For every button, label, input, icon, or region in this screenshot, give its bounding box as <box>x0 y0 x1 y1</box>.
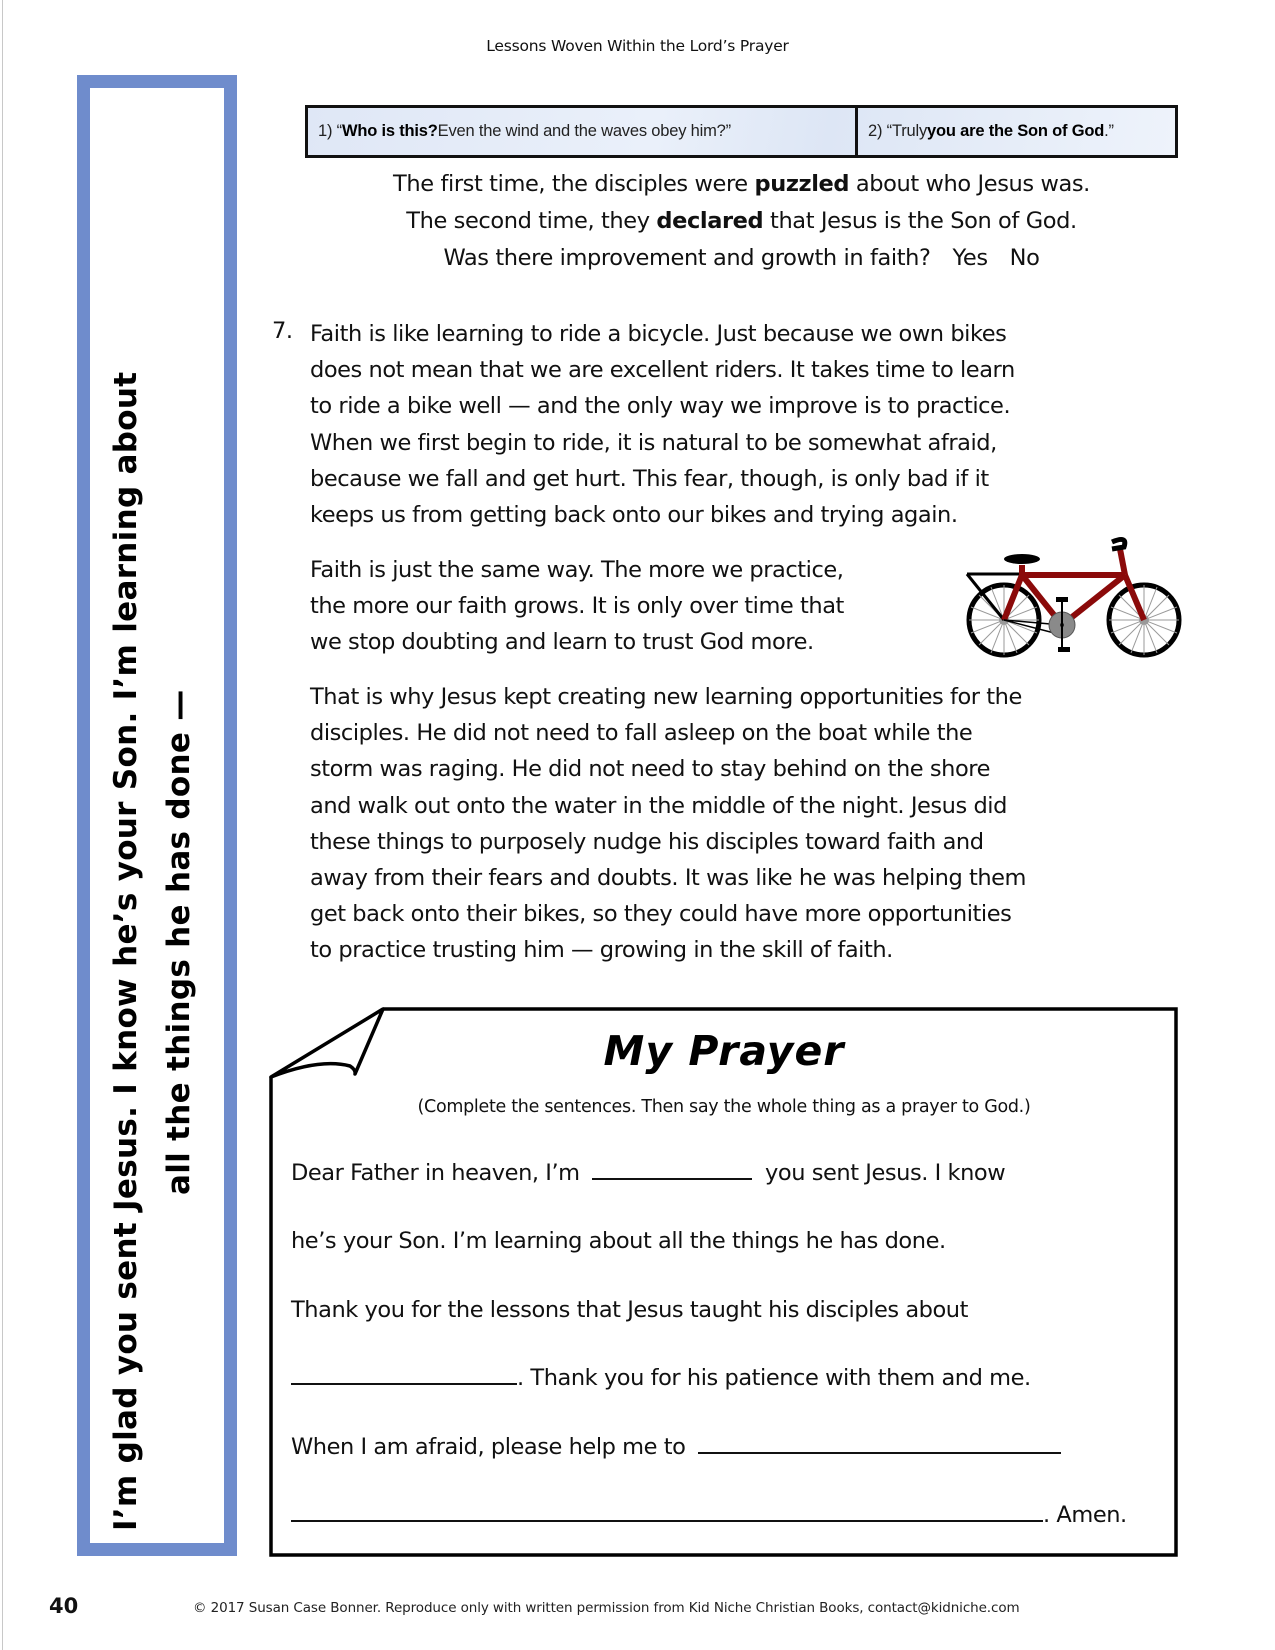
p3-line: storm was raging. He did not need to stay behind on the shore <box>310 756 991 783</box>
p3-line: away from their fears and doubts. It was like he was helping them <box>310 865 1027 892</box>
bicycle-icon <box>962 527 1186 667</box>
item7-paragraph-2 <box>310 552 844 661</box>
p1-line: because we fall and get hurt. This fear, though, is only bad if it <box>310 465 989 492</box>
sidebar-line-1: I’m glad you sent Jesus. I know he’s your Son. I’m learning about <box>108 371 144 1531</box>
answer-yes[interactable]: Yes <box>952 245 988 271</box>
comparison-declared: declared <box>656 208 764 234</box>
p3-line: That is why Jesus kept creating new learning opportunities for the <box>310 684 1022 710</box>
sidebar-vertical-text <box>90 88 224 1543</box>
prayer-line-6 <box>291 1502 1127 1528</box>
quote-1 <box>308 108 858 155</box>
prayer-line-1-a: Dear Father in heaven, I’m <box>291 1160 580 1186</box>
blank-continued[interactable] <box>291 1502 1043 1522</box>
quote-2-number: 2) “Truly <box>868 122 928 140</box>
prayer-title: My Prayer <box>603 1027 845 1075</box>
prayer-line-1-b: you sent Jesus. I know <box>765 1160 1006 1186</box>
p1-line: When we first begin to ride, it is natural to be somewhat afraid, <box>310 429 997 456</box>
p1-line: to ride a bike well — and the only way we improve is to practice. <box>310 393 1011 420</box>
p1-line: keeps us from getting back onto our bikes and trying again. <box>310 502 958 529</box>
comparison-line-2 <box>305 203 1178 240</box>
p3-line: disciples. He did not need to fall asleep on the boat while the <box>310 720 973 747</box>
prayer-line-5 <box>291 1434 1061 1460</box>
comparison-line-2-b: that Jesus is the Son of God. <box>763 208 1077 234</box>
p3-line: to practice trusting him — growing in the skill of faith. <box>310 937 893 964</box>
comparison-puzzled: puzzled <box>754 171 850 197</box>
item7-paragraph-3 <box>310 679 1026 969</box>
prayer-box-frame <box>262 1000 1188 1570</box>
quote-1-bold: Who is this? <box>341 122 438 140</box>
p1-line: does not mean that we are excellent riders. It takes time to learn <box>310 357 1015 384</box>
quote-2-rest: .” <box>1104 122 1114 140</box>
prayer-line-4-text: . Thank you for his patience with them and me. <box>517 1365 1031 1391</box>
blank-help-me-to[interactable] <box>698 1434 1061 1454</box>
comparison-line-1-a: The first time, the disciples were <box>393 171 755 197</box>
quote-2-bold: you are the Son of God <box>927 122 1105 140</box>
comparison-line-1 <box>305 166 1178 203</box>
quote-2 <box>858 108 1175 155</box>
question-text: Was there improvement and growth in faith? <box>443 245 931 271</box>
quote-comparison-box <box>305 105 1178 158</box>
copyright-footer: © 2017 Susan Case Bonner. Reproduce only with written permission from Kid Niche Christian Books, contact@kidniche.com <box>193 1600 1020 1616</box>
prayer-amen: . Amen. <box>1043 1502 1127 1528</box>
prayer-line-5-text: When I am afraid, please help me to <box>291 1434 686 1460</box>
sidebar-line-2: all the things he has done — <box>161 689 197 1195</box>
item7-paragraph-1 <box>310 316 1015 533</box>
p3-line: get back onto their bikes, so they could have more opportunities <box>310 901 1012 928</box>
comparison-line-1-b: about who Jesus was. <box>849 171 1090 197</box>
p2-line: we stop doubting and learn to trust God more. <box>310 629 814 656</box>
handlebar <box>1112 539 1125 549</box>
seat <box>1004 554 1040 564</box>
comparison-question <box>305 240 1178 277</box>
blank-feeling[interactable] <box>592 1160 752 1180</box>
comparison-line-2-a: The second time, they <box>406 208 657 234</box>
quote-1-rest: Even the wind and the waves obey him?” <box>437 122 731 140</box>
prayer-instructions: (Complete the sentences. Then say the whole thing as a prayer to God.) <box>417 1097 1031 1117</box>
prayer-line-3: Thank you for the lessons that Jesus taught his disciples about <box>291 1297 968 1323</box>
p3-line: and walk out onto the water in the middle of the night. Jesus did <box>310 792 1007 819</box>
comparison-paragraph <box>305 166 1178 277</box>
page-edge-line <box>2 0 3 1650</box>
p2-line: the more our faith grows. It is only over time that <box>310 593 844 620</box>
p3-line: these things to purposely nudge his disciples toward faith and <box>310 828 984 855</box>
prayer-line-2: he’s your Son. I’m learning about all the things he has done. <box>291 1228 946 1254</box>
page-header: Lessons Woven Within the Lord’s Prayer <box>486 37 789 55</box>
blank-lesson-topic[interactable] <box>291 1365 517 1385</box>
item-number: 7. <box>272 318 293 344</box>
quote-1-number: 1) “ <box>318 122 342 140</box>
p2-line: Faith is just the same way. The more we practice, <box>310 557 844 583</box>
page-number: 40 <box>49 1594 79 1618</box>
sidebar-frame <box>77 75 237 1556</box>
prayer-line-1 <box>291 1160 1005 1186</box>
answer-no[interactable]: No <box>1009 245 1040 271</box>
p1-line: Faith is like learning to ride a bicycle. Just because we own bikes <box>310 321 1007 347</box>
prayer-line-4 <box>291 1365 1031 1391</box>
